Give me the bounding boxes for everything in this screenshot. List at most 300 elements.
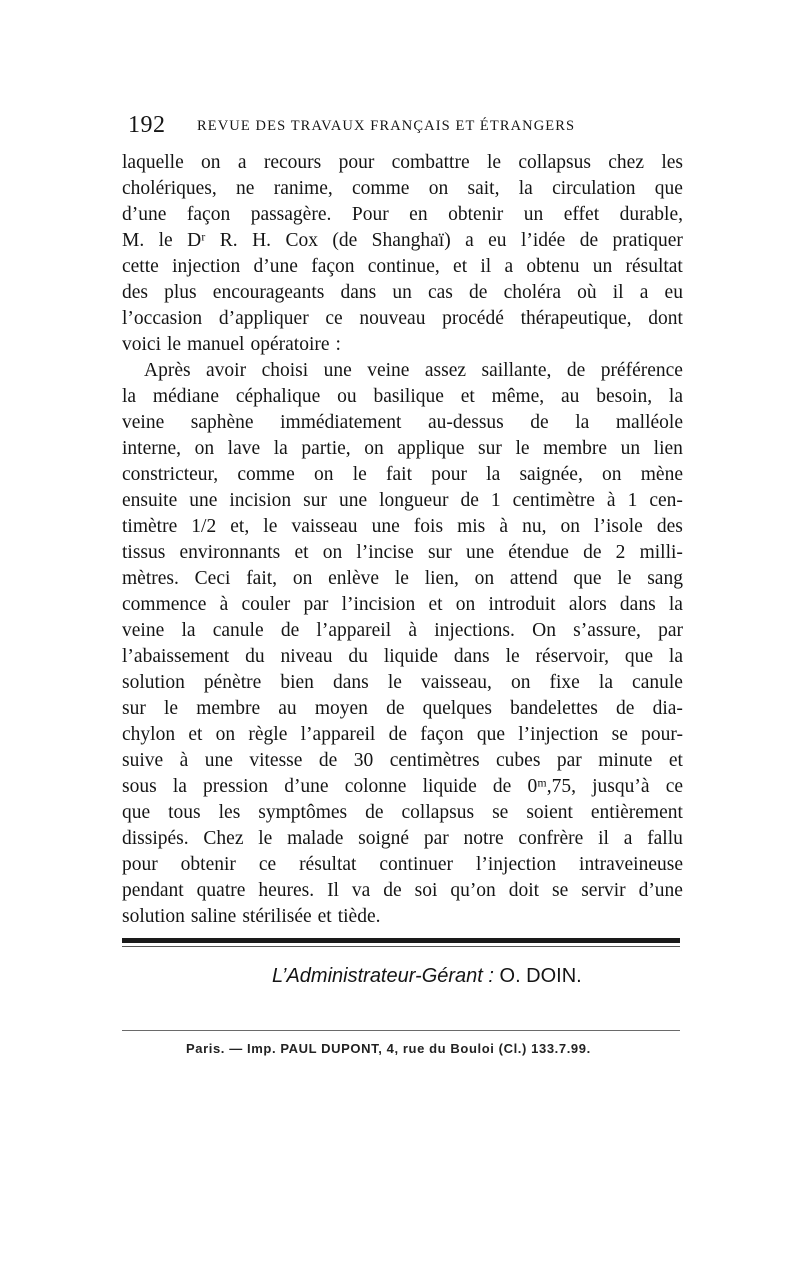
word: mis xyxy=(457,516,486,537)
word: l’incision xyxy=(341,594,416,615)
text-line xyxy=(122,748,683,774)
word: entièrement xyxy=(590,802,683,823)
word: le xyxy=(515,438,530,459)
word: introduit xyxy=(488,594,556,615)
word: basilique xyxy=(373,386,444,407)
word: à xyxy=(219,594,229,615)
word: la xyxy=(518,178,533,199)
word: qu’on xyxy=(450,880,496,901)
word: le xyxy=(352,464,367,485)
word: dissipés. xyxy=(122,828,189,849)
word: Cox xyxy=(285,230,318,251)
word: vitesse xyxy=(249,750,303,771)
word: de xyxy=(388,724,408,745)
word: fois xyxy=(413,516,444,537)
word: ce xyxy=(325,308,343,329)
word: obtenir xyxy=(448,204,504,225)
word: même, xyxy=(491,386,545,407)
word: chez xyxy=(608,152,644,173)
word: l’appareil xyxy=(300,724,376,745)
word: de xyxy=(492,776,512,797)
word: de xyxy=(460,490,479,511)
word: partie, xyxy=(301,438,351,459)
signature-name: O. DOIN. xyxy=(499,965,582,987)
printer-imprint: Paris. — Imp. PAUL DUPONT, 4, rue du Bouloi (Cl.) 133.7.99. xyxy=(186,1041,591,1056)
word: besoin, xyxy=(596,386,653,407)
word: résultat xyxy=(625,256,683,277)
double-rule-bottom xyxy=(122,946,680,947)
word: liquide xyxy=(422,776,477,797)
word: 1 xyxy=(627,490,638,511)
footer-rule xyxy=(122,1030,680,1031)
word: une xyxy=(338,490,368,511)
word: voici xyxy=(122,334,161,355)
text-line xyxy=(122,176,683,202)
text-line xyxy=(122,384,683,410)
text-line xyxy=(122,358,683,384)
word: canule xyxy=(212,620,264,641)
word: centimètre xyxy=(512,490,595,511)
word: 2 xyxy=(615,542,626,563)
word: une xyxy=(465,542,495,563)
word: on xyxy=(455,594,476,615)
word: saline xyxy=(190,906,237,927)
word: ne xyxy=(236,178,255,199)
word: heures. xyxy=(258,880,315,901)
word: d’une xyxy=(638,880,683,901)
word: du xyxy=(245,646,265,667)
word: pour xyxy=(338,152,375,173)
word: canule xyxy=(632,672,683,693)
word: collapsus xyxy=(518,152,591,173)
word: s’assure, xyxy=(573,620,641,641)
word: et xyxy=(453,256,468,277)
word: du xyxy=(348,646,368,667)
word: veine xyxy=(367,360,410,381)
word: solution xyxy=(122,906,185,927)
word: colonne xyxy=(344,776,407,797)
word: de xyxy=(566,360,586,381)
word: et xyxy=(668,750,683,771)
word: cette xyxy=(122,256,159,277)
word: le xyxy=(505,646,520,667)
word: servir xyxy=(581,880,626,901)
word: cholériques, xyxy=(122,178,217,199)
word: soient xyxy=(526,802,573,823)
word: saillante, xyxy=(481,360,552,381)
text-line xyxy=(122,826,683,852)
word: des xyxy=(122,282,148,303)
word: timètre xyxy=(122,516,178,537)
word: obtenir xyxy=(180,854,236,875)
word: par xyxy=(556,750,582,771)
word: circulation xyxy=(552,178,636,199)
word: a xyxy=(504,256,514,277)
word: céphalique xyxy=(235,386,321,407)
word: Il xyxy=(327,880,339,901)
word: le xyxy=(263,516,278,537)
text-line xyxy=(122,644,683,670)
word: ce xyxy=(665,776,683,797)
word: comme xyxy=(237,464,295,485)
word: lave xyxy=(227,438,261,459)
word: injections. xyxy=(434,620,515,641)
word: effet xyxy=(563,204,600,225)
word: on xyxy=(560,516,580,537)
word: on xyxy=(510,672,531,693)
text-line xyxy=(122,332,683,358)
word: centimètres xyxy=(389,750,480,771)
word: alors xyxy=(568,594,607,615)
word: on xyxy=(474,568,495,589)
word: de xyxy=(280,620,300,641)
word: sous xyxy=(122,776,157,797)
word: au-dessus xyxy=(427,412,504,433)
word: où xyxy=(577,282,597,303)
text-line xyxy=(122,462,683,488)
word: combattre xyxy=(391,152,470,173)
word: d’une xyxy=(253,256,298,277)
word: a xyxy=(237,152,247,173)
word: eu xyxy=(664,282,683,303)
word: l’incise xyxy=(356,542,414,563)
word: assez xyxy=(424,360,467,381)
word: il xyxy=(612,282,624,303)
word: quelques xyxy=(422,698,492,719)
word: longueur xyxy=(379,490,449,511)
word: que xyxy=(573,568,602,589)
text-line xyxy=(122,904,683,930)
word: continue, xyxy=(367,256,440,277)
double-rule-top xyxy=(122,938,680,943)
word: par xyxy=(423,828,449,849)
word: on xyxy=(292,568,313,589)
word: un xyxy=(592,256,613,277)
signature-role: L’Administrateur-Gérant : xyxy=(272,965,494,987)
word: un xyxy=(620,438,641,459)
word: pour xyxy=(122,854,158,875)
word: plus xyxy=(164,282,197,303)
word: durable, xyxy=(619,204,683,225)
word: médiane xyxy=(152,386,219,407)
word: on xyxy=(322,542,343,563)
word: par xyxy=(658,620,683,641)
word: les xyxy=(218,802,241,823)
word: notre xyxy=(463,828,504,849)
word: résultat xyxy=(299,854,357,875)
word: fait, xyxy=(246,568,278,589)
word: on xyxy=(313,464,334,485)
word: ou xyxy=(337,386,357,407)
word: mène xyxy=(640,464,683,485)
word: nouveau xyxy=(359,308,426,329)
text-line xyxy=(122,514,683,540)
word: pour- xyxy=(641,724,683,745)
word: la xyxy=(575,412,590,433)
word: de xyxy=(469,282,488,303)
word: liquide xyxy=(383,646,438,667)
word: tissus xyxy=(122,542,166,563)
word: comme xyxy=(352,178,410,199)
word: Pour xyxy=(351,204,389,225)
word: lien, xyxy=(424,568,459,589)
word: couler xyxy=(241,594,291,615)
word: pendant xyxy=(122,880,184,901)
text-line xyxy=(122,696,683,722)
word: à xyxy=(606,490,616,511)
text-line xyxy=(122,202,683,228)
word: Dʳ xyxy=(187,230,206,251)
word: l’injection xyxy=(475,854,557,875)
text-line xyxy=(122,410,683,436)
word: 30 xyxy=(353,750,374,771)
running-title: REVUE DES TRAVAUX FRANÇAIS ET ÉTRANGERS xyxy=(197,118,576,134)
word: Ceci xyxy=(194,568,231,589)
word: pénètre xyxy=(203,672,262,693)
page-number: 192 xyxy=(128,112,166,138)
word: de xyxy=(383,880,402,901)
word: la xyxy=(668,646,683,667)
word: malléole xyxy=(615,412,683,433)
word: au xyxy=(561,386,580,407)
word: membre xyxy=(196,698,261,719)
word: nu, xyxy=(522,516,547,537)
word: soi xyxy=(414,880,438,901)
word: des xyxy=(656,516,683,537)
word: a xyxy=(639,282,649,303)
word: le xyxy=(164,698,179,719)
word: l’injection xyxy=(518,724,599,745)
word: l’appareil xyxy=(316,620,392,641)
word: dans xyxy=(333,672,369,693)
text-line xyxy=(122,878,683,904)
signature xyxy=(272,965,582,988)
word: moyen xyxy=(314,698,368,719)
word: se xyxy=(611,724,628,745)
word: au xyxy=(278,698,297,719)
word: membre xyxy=(543,438,608,459)
word: eu xyxy=(488,230,507,251)
text-line xyxy=(122,800,683,826)
word: intraveineuse xyxy=(579,854,683,875)
word: et, xyxy=(230,516,250,537)
word: suive xyxy=(122,750,164,771)
word: symptômes xyxy=(258,802,348,823)
word: soigné xyxy=(358,828,410,849)
word: réservoir, xyxy=(535,646,609,667)
word: 1 xyxy=(490,490,501,511)
word: la xyxy=(668,386,683,407)
word: ensuite xyxy=(122,490,178,511)
word: sang xyxy=(647,568,683,589)
word: le xyxy=(394,568,409,589)
word: interne, xyxy=(122,438,182,459)
word: saignée, xyxy=(519,464,583,485)
word: le xyxy=(617,568,632,589)
word: que xyxy=(654,178,683,199)
word: la xyxy=(181,620,196,641)
word: la xyxy=(273,438,288,459)
word: vaisseau xyxy=(291,516,358,537)
word: un xyxy=(392,282,412,303)
text-line xyxy=(122,488,683,514)
word: façon xyxy=(186,204,231,225)
word: de xyxy=(583,542,602,563)
word: injection xyxy=(172,256,241,277)
word: recours xyxy=(263,152,322,173)
word: préférence xyxy=(600,360,683,381)
word: et xyxy=(294,542,309,563)
word: passagère. xyxy=(250,204,332,225)
word: R. xyxy=(219,230,238,251)
word: on xyxy=(215,724,236,745)
word: doit xyxy=(508,880,540,901)
word: attend xyxy=(509,568,558,589)
text-line xyxy=(122,436,683,462)
word: cas xyxy=(428,282,453,303)
word: sur xyxy=(122,698,146,719)
word: ranime, xyxy=(273,178,333,199)
word: applique xyxy=(397,438,465,459)
word: le xyxy=(258,828,273,849)
word: commence xyxy=(122,594,207,615)
word: que xyxy=(476,724,505,745)
word: 1/2 xyxy=(191,516,217,537)
word: collapsus xyxy=(401,802,475,823)
word: et xyxy=(317,906,332,927)
word: choléra xyxy=(503,282,561,303)
word: à xyxy=(179,750,189,771)
word: en xyxy=(409,204,428,225)
word: dans xyxy=(453,646,490,667)
word: dia- xyxy=(652,698,683,719)
text-line xyxy=(122,852,683,878)
word: a xyxy=(623,828,633,849)
word: dont xyxy=(648,308,683,329)
word: encourageants xyxy=(212,282,325,303)
word: que xyxy=(122,802,151,823)
word: 0ᵐ,75, xyxy=(527,776,576,797)
word: le xyxy=(486,152,502,173)
word: tous xyxy=(168,802,201,823)
text-line xyxy=(122,280,683,306)
text-line xyxy=(122,774,683,800)
word: fixe xyxy=(549,672,580,693)
word: pour xyxy=(431,464,467,485)
word: veine xyxy=(122,620,165,641)
word: l’occasion xyxy=(122,308,203,329)
word: On xyxy=(532,620,556,641)
word: le xyxy=(167,334,182,355)
word: la xyxy=(668,594,683,615)
word: manuel xyxy=(187,334,245,355)
word: on xyxy=(364,438,384,459)
word: de xyxy=(616,698,635,719)
word: et xyxy=(460,386,475,407)
word: le xyxy=(158,230,173,251)
word: de xyxy=(530,412,549,433)
word: fait xyxy=(386,464,412,485)
word: la xyxy=(122,386,137,407)
word: pression xyxy=(203,776,269,797)
text-line xyxy=(122,670,683,696)
word: chylon xyxy=(122,724,176,745)
word: la xyxy=(486,464,501,485)
word: thérapeutique, xyxy=(520,308,632,329)
word: on xyxy=(194,438,215,459)
word: ce xyxy=(258,854,277,875)
word: minute xyxy=(598,750,653,771)
word: constricteur, xyxy=(122,464,219,485)
word: se xyxy=(552,880,569,901)
word: à xyxy=(499,516,508,537)
page-header xyxy=(122,112,682,142)
text-line xyxy=(122,306,683,332)
word: procédé xyxy=(442,308,504,329)
word: mètres. xyxy=(122,568,179,589)
word: les xyxy=(661,152,683,173)
word: solution xyxy=(122,672,185,693)
word: de xyxy=(365,802,384,823)
word: se xyxy=(492,802,509,823)
word: d’une xyxy=(284,776,329,797)
word: sur xyxy=(478,438,502,459)
word: vaisseau, xyxy=(420,672,492,693)
word: le xyxy=(387,672,402,693)
word: sur xyxy=(303,490,327,511)
word: niveau xyxy=(280,646,333,667)
word: veine xyxy=(122,412,165,433)
word: environnants xyxy=(179,542,281,563)
word: jusqu’à xyxy=(592,776,650,797)
word: continuer xyxy=(379,854,454,875)
word: un xyxy=(523,204,544,225)
word: règle xyxy=(248,724,288,745)
word: stérilisée xyxy=(242,906,312,927)
word: façon xyxy=(420,724,464,745)
word: M. xyxy=(122,230,145,251)
word: a xyxy=(465,230,474,251)
text-line xyxy=(122,722,683,748)
word: va xyxy=(351,880,371,901)
word: l’isole xyxy=(594,516,643,537)
text-line xyxy=(122,228,683,254)
word: : xyxy=(335,334,341,355)
text-line xyxy=(122,150,683,176)
word: enlève xyxy=(328,568,380,589)
word: une xyxy=(189,490,218,511)
word: de xyxy=(386,698,405,719)
word: avoir xyxy=(206,360,247,381)
word: malade xyxy=(287,828,344,849)
word: immédiatement xyxy=(280,412,402,433)
word: la xyxy=(172,776,187,797)
word: incision xyxy=(229,490,292,511)
word: dans xyxy=(340,282,377,303)
word: bien xyxy=(280,672,314,693)
body-text xyxy=(122,150,683,930)
word: quatre xyxy=(196,880,246,901)
word: et xyxy=(428,594,443,615)
word: H. xyxy=(252,230,272,251)
text-line xyxy=(122,618,683,644)
word: de xyxy=(318,750,338,771)
word: cubes xyxy=(496,750,541,771)
word: lien xyxy=(653,438,683,459)
word: opératoire xyxy=(250,334,330,355)
word: pratiquer xyxy=(612,230,683,251)
word: on xyxy=(201,152,221,173)
